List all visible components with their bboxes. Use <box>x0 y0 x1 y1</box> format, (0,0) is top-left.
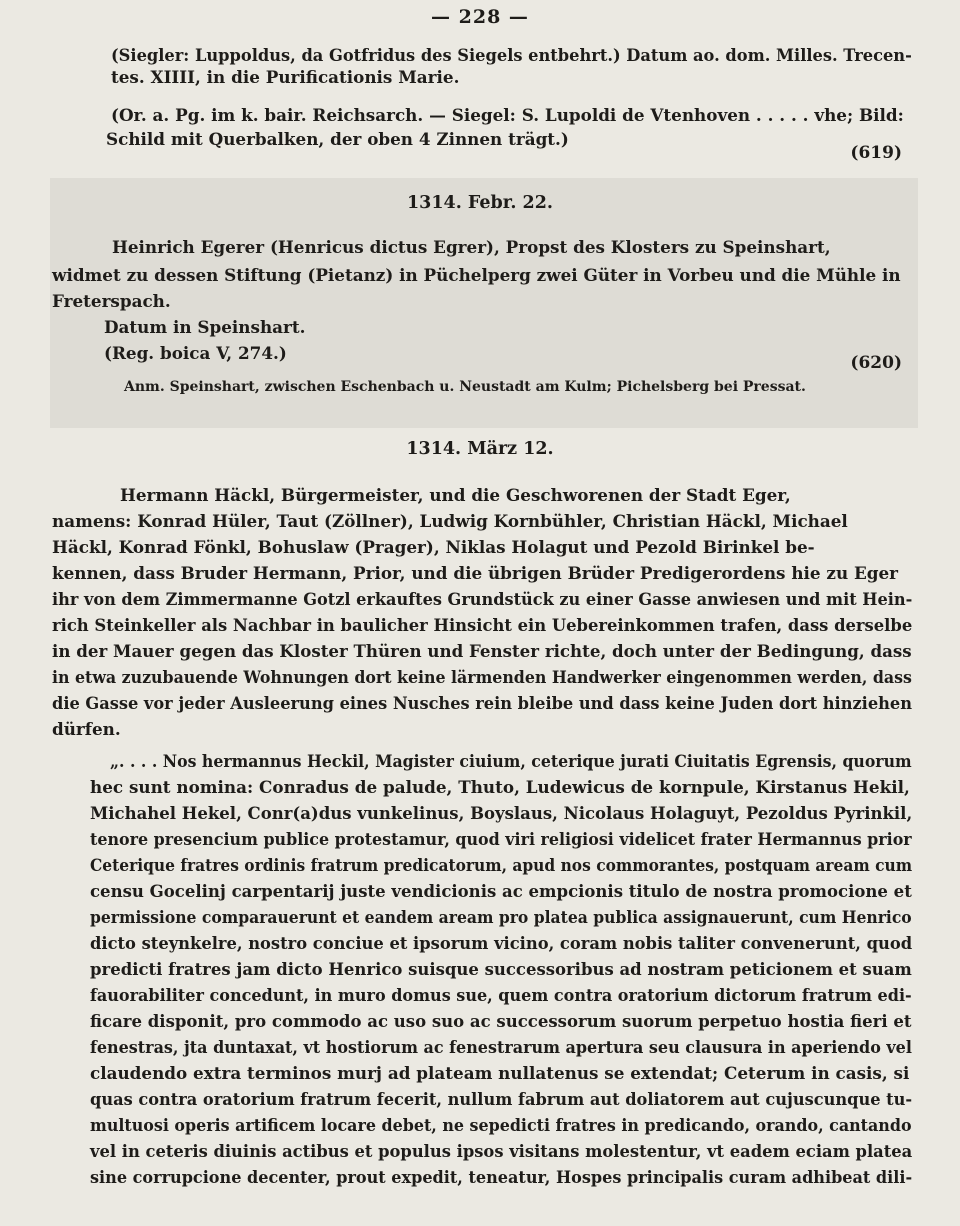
latin-line-16: vel in ceteris diuinis actibus et populus ipsos visitans molestentur, vt eadem eciam platea <box>90 1141 913 1161</box>
entry-619-line-1: (Siegler: Luppoldus, da Gotfridus des Siegels entbehrt.) Datum ao. dom. Milles. Trecen- <box>111 45 912 65</box>
entry-620-line-2: widmet zu dessen Stiftung (Pietanz) in Püchelperg zwei Güter in Vorbeu und die Mühle in <box>52 265 901 285</box>
german-line-9: die Gasse vor jeder Ausleerung eines Nusches rein bleibe und dass keine Juden dort hinziehen <box>52 693 912 713</box>
latin-line-11: ficare disponit, pro commodo ac uso suo ac successorum suorum perpetuo hostia fieri et <box>90 1011 912 1031</box>
latin-line-12: fenestras, jta duntaxat, vt hostiorum ac fenestrarum apertura seu clausura in aperiendo vel <box>90 1037 912 1057</box>
entry-620-note: Anm. Speinshart, zwischen Eschenbach u. Neustadt am Kulm; Pichelsberg bei Pressat. <box>124 379 806 395</box>
entry-619-line-4: Schild mit Querbalken, der oben 4 Zinnen trägt.) <box>106 129 569 149</box>
german-line-5: ihr von dem Zimmermanne Gotzl erkauftes Grundstück zu einer Gasse anwiesen und mit Hein- <box>52 589 913 609</box>
latin-line-1: „. . . . Nos hermannus Heckil, Magister ciuium, ceterique jurati Ciuitatis Egrensis, quorum <box>110 751 912 771</box>
latin-line-17: sine corrupcione decenter, prout expedit, teneatur, Hospes principalis curam adhibeat dili- <box>90 1167 913 1187</box>
german-line-8: in etwa zuzubauende Wohnungen dort keine lärmenden Handwerker eingenommen werden, dass <box>52 667 912 687</box>
entry-619-number: (619) <box>850 143 902 163</box>
latin-line-5: Ceterique fratres ordinis fratrum predicatorum, apud nos commorantes, postquam aream cum <box>90 855 913 875</box>
latin-line-15: multuosi operis artificem locare debet, ne sepedicti fratres in predicando, orando, cantando <box>90 1115 912 1135</box>
entry-620-date: 1314. Febr. 22. <box>407 193 553 213</box>
entry-619-line-3: (Or. a. Pg. im k. bair. Reichsarch. — Siegel: S. Lupoldi de Vtenhoven . . . . . vhe; Bild: <box>111 105 904 125</box>
german-line-10: dürfen. <box>52 719 121 739</box>
latin-line-4: tenore presencium publice protestamur, quod viri religiosi videlicet frater Hermannus prior <box>90 829 912 849</box>
latin-line-9: predicti fratres jam dicto Henrico suisque successoribus ad nostram peticionem et suam <box>90 959 912 979</box>
latin-line-8: dicto steynkelre, nostro conciue et ipsorum vicino, coram nobis taliter convenerunt, quod <box>90 933 913 953</box>
german-line-3: Häckl, Konrad Fönkl, Bohuslaw (Prager), Niklas Holagut und Pezold Birinkel be- <box>52 537 815 557</box>
german-line-2: namens: Konrad Hüler, Taut (Zöllner), Ludwig Kornbühler, Christian Häckl, Michael <box>52 511 848 531</box>
latin-line-6: censu Gocelinj carpentarij juste vendicionis ac empcionis titulo de nostra promocione et <box>90 881 912 901</box>
entry-620-number: (620) <box>850 353 902 373</box>
page-number: — 228 — <box>431 6 529 28</box>
entry-619-line-2: tes. XIIII, in die Purificationis Marie. <box>111 67 460 87</box>
entry-621-date: 1314. März 12. <box>406 439 554 459</box>
latin-line-2: hec sunt nomina: Conradus de palude, Thuto, Ludewicus de kornpule, Kirstanus Hekil, <box>90 777 910 797</box>
latin-line-3: Michahel Hekel, Conr(a)dus vunkelinus, Boyslaus, Nicolaus Holaguyt, Pezoldus Pyrinkil, <box>90 803 913 823</box>
latin-line-14: quas contra oratorium fratrum fecerit, nullum fabrum aut doliatorem aut cujuscunque tu- <box>90 1089 913 1109</box>
latin-line-7: permissione comparauerunt et eandem aream pro platea publica assignauerunt, cum Henrico <box>90 907 912 927</box>
entry-620-line-3: Freterspach. <box>52 291 171 311</box>
latin-line-13: claudendo extra terminos murj ad plateam nullatenus se extendat; Ceterum in casis, si <box>90 1063 910 1083</box>
german-line-1: Hermann Häckl, Bürgermeister, und die Geschworenen der Stadt Eger, <box>120 485 791 505</box>
german-line-4: kennen, dass Bruder Hermann, Prior, und die übrigen Brüder Predigerordens hie zu Eger <box>52 563 899 583</box>
german-line-7: in der Mauer gegen das Kloster Thüren und Fenster richte, doch unter der Bedingung, dass <box>52 641 912 661</box>
entry-620-line-5: (Reg. boica V, 274.) <box>104 343 287 363</box>
german-line-6: rich Steinkeller als Nachbar in baulicher Hinsicht ein Uebereinkommen trafen, dass derselbe <box>52 615 913 635</box>
entry-620-line-4: Datum in Speinshart. <box>104 317 306 337</box>
latin-line-10: fauorabiliter concedunt, in muro domus sue, quem contra oratorium dictorum fratrum edi- <box>90 985 912 1005</box>
entry-620-line-1: Heinrich Egerer (Henricus dictus Egrer), Propst des Klosters zu Speinshart, <box>112 237 831 257</box>
